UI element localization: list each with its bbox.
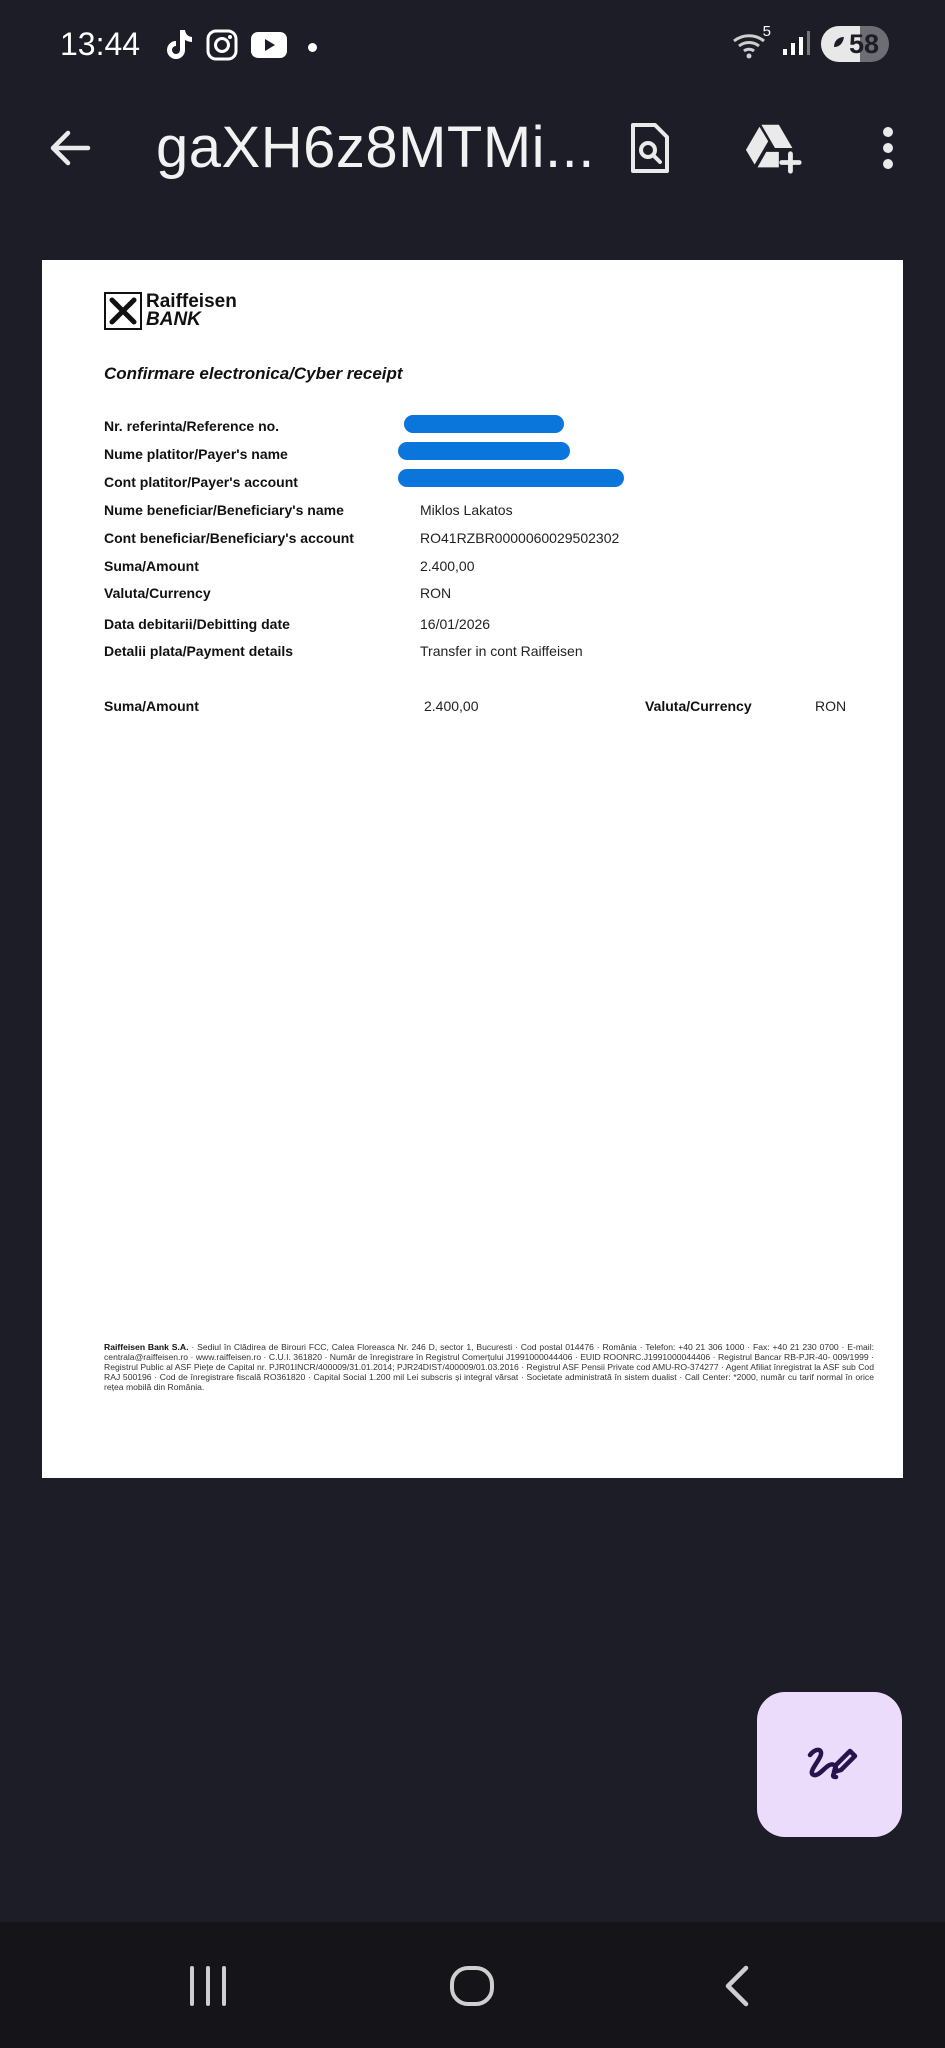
row-label: Nume beneficiar/Beneficiary's name [104, 502, 344, 518]
receipt-row-payment-details [104, 643, 884, 663]
battery-level: 58 [848, 28, 880, 59]
row-label: Valuta/Currency [104, 585, 211, 601]
battery-saver-icon [831, 34, 847, 55]
row-label: Nume platitor/Payer's name [104, 446, 288, 462]
row-label: Detalii plata/Payment details [104, 643, 294, 659]
summary-amount-value: 2.400,00 [424, 698, 479, 714]
raiffeisen-logo-icon [104, 292, 142, 330]
row-value: 16/01/2026 [420, 616, 491, 632]
add-to-drive-icon [744, 120, 804, 176]
document-title: gaXH6z8MTMi... [156, 115, 595, 180]
row-value: 2.400,00 [420, 558, 475, 574]
back-nav-button[interactable] [698, 1956, 778, 2016]
row-label: Cont platitor/Payer's account [104, 474, 298, 490]
sign-document-fab[interactable] [757, 1692, 902, 1837]
battery-indicator [821, 26, 889, 62]
row-label: Cont beneficiar/Beneficiary's account [104, 530, 354, 546]
back-button[interactable] [40, 118, 100, 178]
instagram-icon [206, 29, 238, 66]
summary-row [104, 698, 884, 718]
edit-signature-icon [800, 1735, 860, 1795]
find-in-document-button[interactable] [620, 118, 680, 178]
pdf-page[interactable] [42, 260, 903, 1478]
recent-apps-icon [186, 1964, 230, 2008]
legal-footer [104, 1342, 874, 1392]
wifi-label: 5 [762, 23, 771, 40]
recent-apps-button[interactable] [168, 1956, 248, 2016]
home-icon [448, 1962, 496, 2010]
summary-currency-label: Valuta/Currency [645, 698, 752, 714]
footer-details: · Sediul în Clădirea de Birouri FCC, Calea Floreasca Nr. 246 D, sector 1, Bucuresti · Cod postal 014476 · România · Telefon: +40 21 306 1000 · Fax: +40 21 230 0700 · E-mail: centrala@raiffeisen.ro · www.raiffeisen.ro · C.U.I. 361820 · Număr de înregistrare în Registrul Comerțului J1991000044406 · EUID ROONRC.J1991000044406 · Registrul Bancar RB-PJR-40- 009/1999 · Registrul Public al ASF Piețe de Capital nr. PJR01INCR/400009/31.01.2014; PJR24DIST/400009/01.03.2016 · Registrul ASF Pensii Private cod AMU-RO-374277 · Agent Afiliat înregistrat la ASF sub Cod RAJ 500196 · Cod de înregistrare fiscală RO361820 · Capital Social 1.200 mil Lei subscris și integral vărsat · Societate administrată în sistem dualist · Call Center: *2000, număr cu tarif normal în orice rețea mobilă din România. [104, 1342, 874, 1392]
find-in-document-icon [627, 121, 673, 175]
receipt-row-debit-date [104, 616, 884, 636]
summary-amount-label: Suma/Amount [104, 698, 199, 714]
redaction-mark [398, 442, 570, 460]
receipt-row-currency [104, 585, 884, 605]
receipt-row-amount [104, 558, 884, 578]
status-time: 13:44 [60, 26, 141, 62]
arrow-back-icon [46, 124, 94, 172]
raiffeisen-logo [104, 292, 237, 330]
signal-icon [781, 27, 811, 62]
receipt-row-beneficiary-name [104, 502, 884, 522]
more-options-button[interactable] [858, 118, 918, 178]
tiktok-icon [164, 28, 194, 67]
youtube-icon [250, 30, 288, 65]
row-value: Miklos Lakatos [420, 502, 513, 518]
receipt-title: Confirmare electronica/Cyber receipt [104, 364, 403, 383]
row-label: Nr. referinta/Reference no. [104, 418, 280, 434]
home-button[interactable] [432, 1956, 512, 2016]
redaction-mark [404, 415, 564, 433]
back-nav-icon [718, 1962, 758, 2010]
more-options-icon [880, 124, 896, 172]
footer-company: Raiffeisen Bank S.A. [104, 1342, 189, 1352]
logo-line1: Raiffeisen [146, 291, 237, 312]
redaction-mark [398, 469, 624, 487]
wifi-icon [731, 23, 771, 61]
system-navigation-bar [0, 1922, 945, 2048]
notification-dot [308, 43, 317, 52]
status-bar [0, 0, 945, 90]
row-label: Suma/Amount [104, 558, 199, 574]
logo-line2: BANK [146, 309, 201, 330]
app-bar [0, 100, 945, 195]
row-label: Data debitarii/Debitting date [104, 616, 290, 632]
row-value: Transfer in cont Raiffeisen [420, 643, 583, 659]
row-value: RO41RZBR0000060029502302 [420, 530, 620, 546]
summary-currency-value: RON [815, 698, 847, 714]
row-value: RON [420, 585, 452, 601]
add-to-drive-button[interactable] [744, 118, 804, 178]
receipt-row-beneficiary-account [104, 530, 884, 550]
